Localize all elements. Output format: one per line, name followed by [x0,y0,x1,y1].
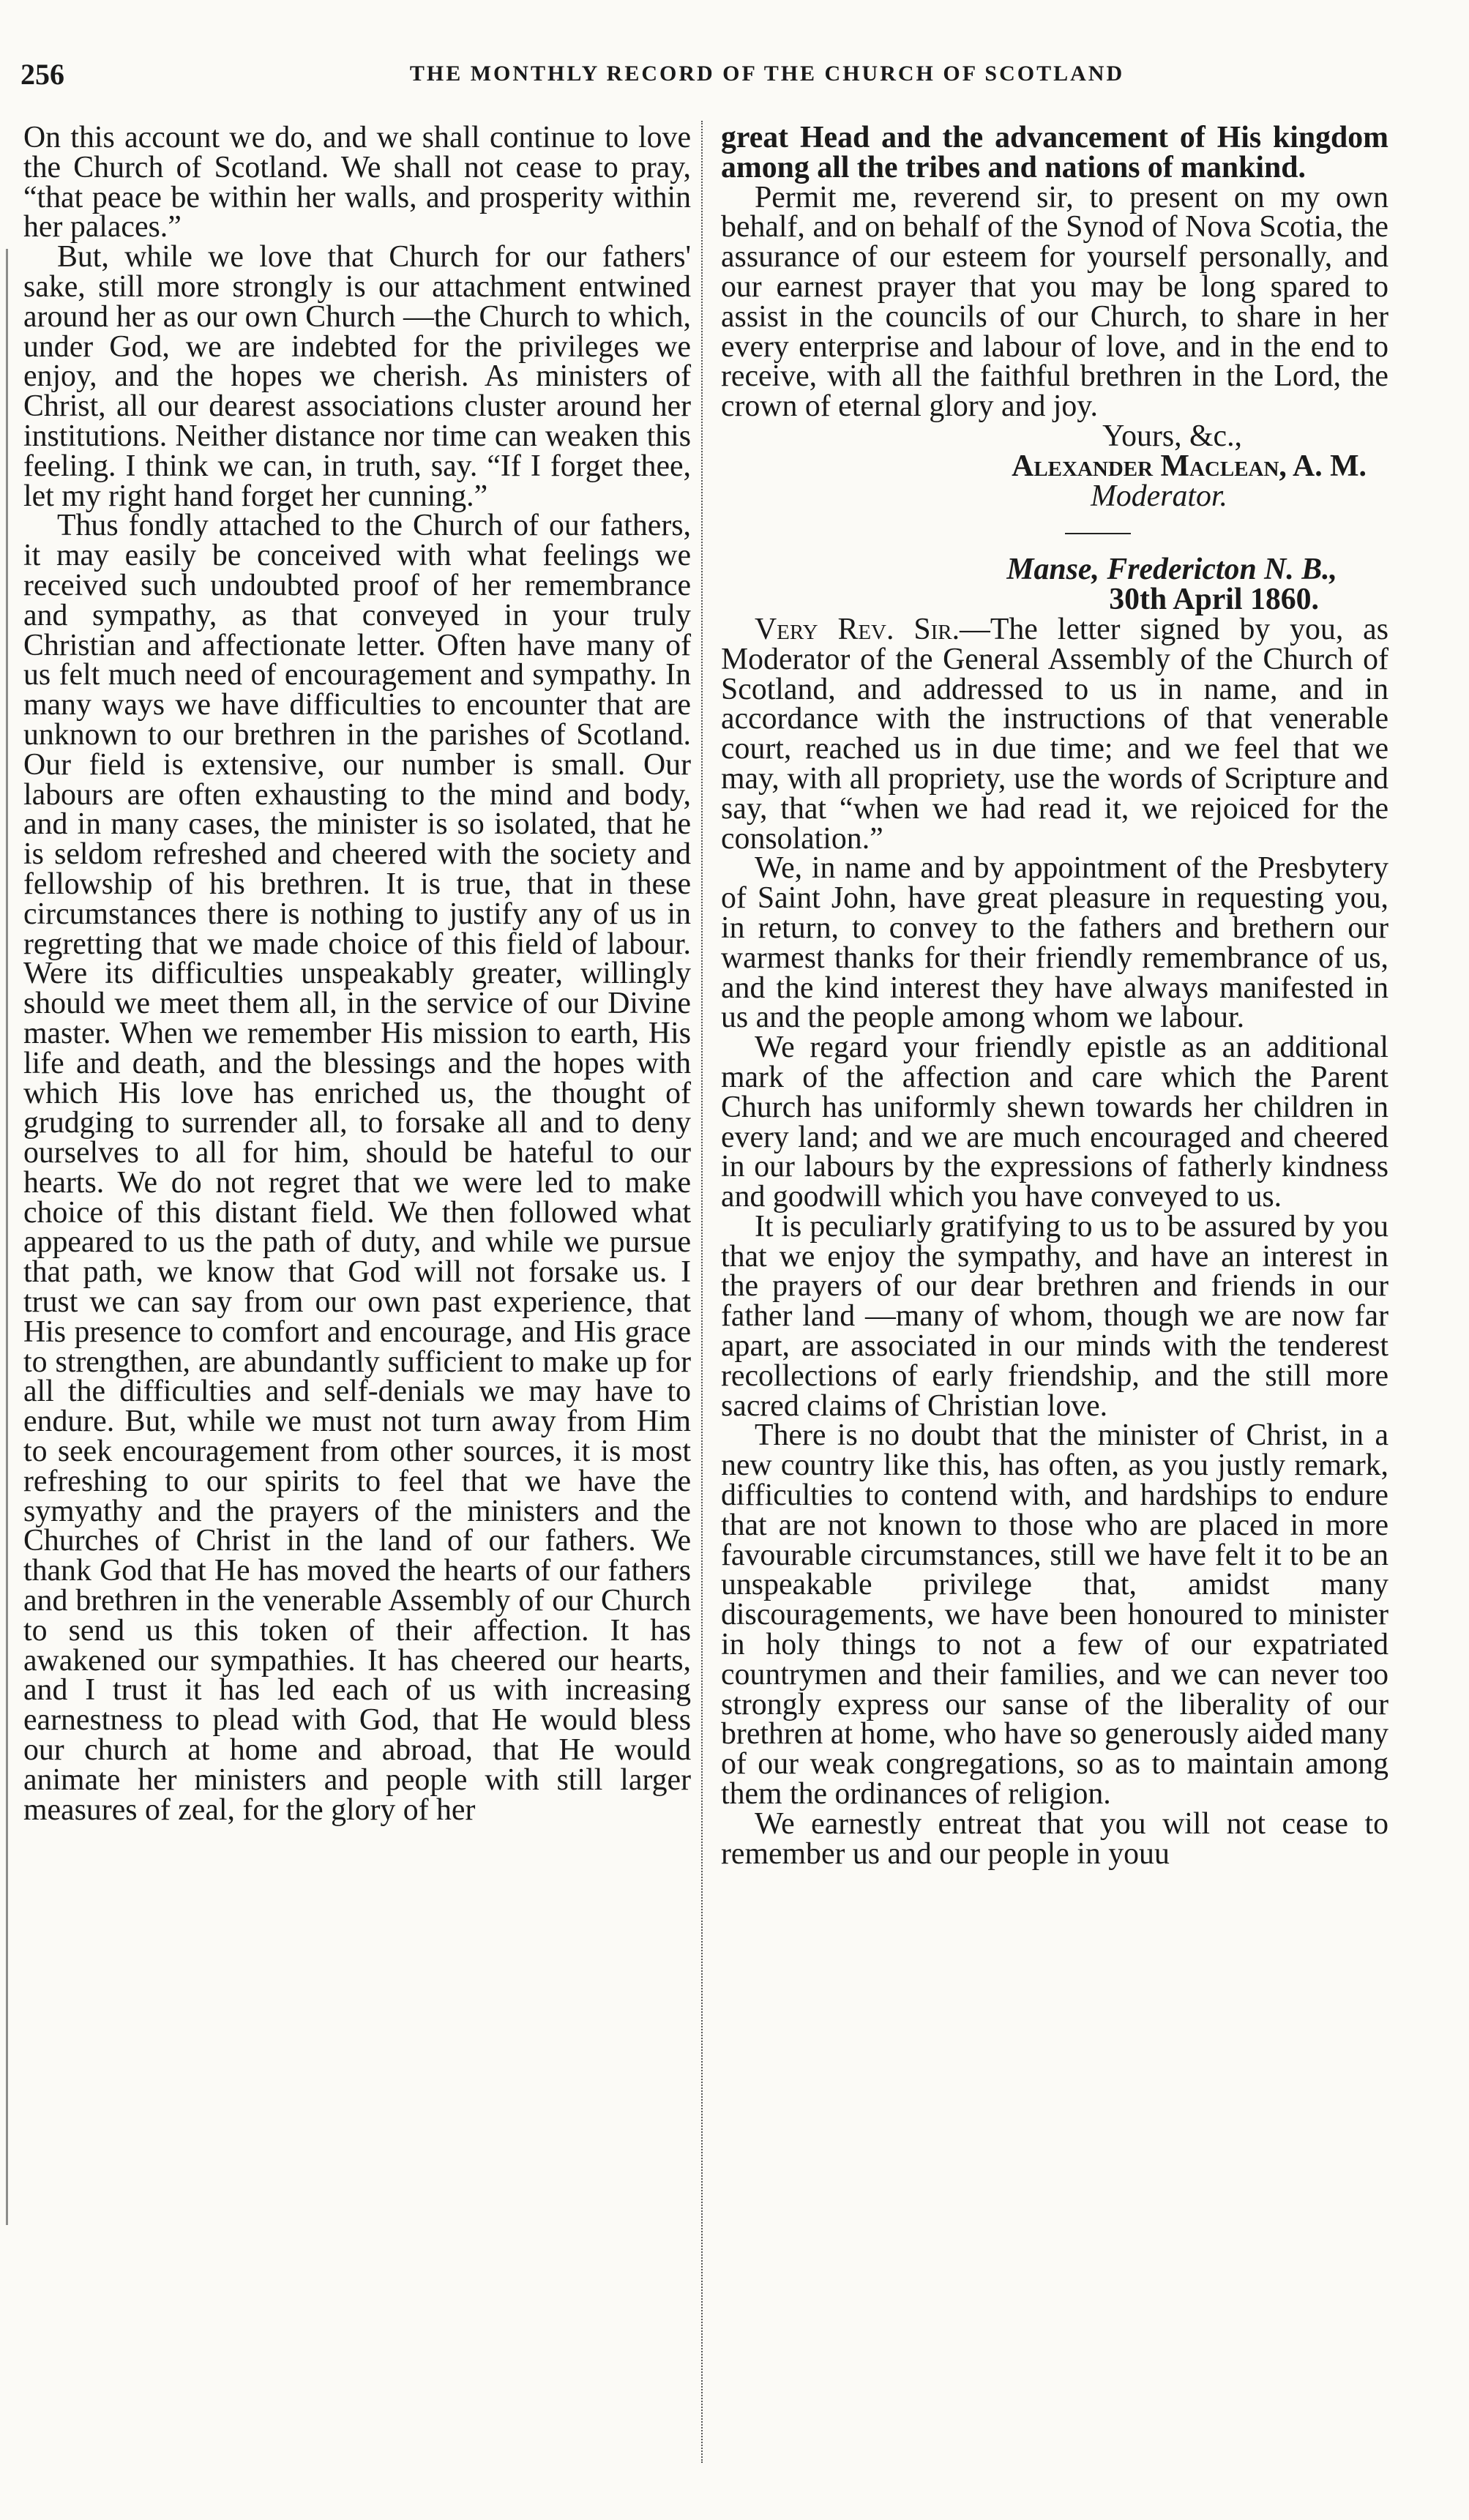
column-divider [701,121,703,2463]
right-column [721,123,1388,1869]
page-number: 256 [20,58,64,91]
section-divider [1065,533,1131,534]
paragraph: We earnestly entreat that you will not cease to remember us and our people in youu [721,1806,1388,1871]
paragraph: Permit me, reverend sir, to present on my own behalf, and on behalf of the Synod of Nova Scotia, the assurance of our esteem for yourself personally, and our earnest prayer that you may be long spared to assist in the councils of our Church, to share in her every enterprise and labour of love, and in the end to receive, with all the faithful brethren in the Lord, the crown of eternal glory and joy. [721,180,1388,424]
paragraph: On this account we do, and we shall continue to love the Church of Scotland. We shall not cease to pray, “that peace be within her walls, and prosperity within her palaces.” [23,121,691,244]
paragraph: We, in name and by appointment of the Presbytery of Saint John, have great pleasure in requesting you, in return, to convey to the fathers and brethern our warmest thanks for their friendly remembrance of us, and the kind interest they have always manifested in us and the people among whom we labour. [721,851,1388,1035]
running-head: THE MONTHLY RECORD OF THE CHURCH OF SCOTLAND [409,61,1125,86]
left-column [23,123,691,1825]
paragraph: But, while we love that Church for our fathers' sake, still more strongly is our attachment entwined around her as our own Church —the Church to which, under God, we are indebted for the privileges we enjoy, and the hopes we cherish. As ministers of Christ, all our dearest associations cluster around her institutions. Neither distance nor time can weaken this feeling. I think we can, in truth, say. “If I forget thee, let my right hand forget her cunning.” [23,240,691,513]
paragraph-text: —The letter signed by you, as Moderator of the General Assembly of the Church of Scotland, and addressed to us in name, and in accordance with the instructions of that venerable court, reached us in due time; and we feel that we may, with all propriety, use the words of Scripture and say, that “when we had read it, we rejoiced for the consolation.” [721,612,1388,856]
dateline-place: Manse, Fredericton N. B., [1006,553,1337,587]
paragraph: We regard your friendly epistle as an additional mark of the affection and care which the Parent Church has uniformly shewn towards her children in every land; and we are much encouraged and cheered in our labours by the expressions of fatherly kindness and goodwill which you have conveyed to us. [721,1031,1388,1214]
paragraph: Thus fondly attached to the Church of our fathers, it may easily be conceived with what feelings we received such undoubted proof of her remembrance and sympathy, as that conveyed in your truly Christian and affectionate letter. Often have many of us felt much need of encouragement and sympathy. In many ways we have difficulties to encounter that are unknown to our brethren in the parishes of Scotland. Our field is extensive, our number is small. Our labours are often exhausting to the mind and body, and in many cases, the minister is so isolated, that he is seldom refreshed and cheered with the society and fellowship of his brethren. It is true, that in these circumstances there is nothing to justify any of us in regretting that we made choice of this field of labour. Were its difficulties unspeakably greater, willingly should we meet them all, in the service of our Divine master. When we remember His mission to earth, His life and death, and the blessings and the hopes with which His love has enriched us, the thought of grudging to surrender all, to forsake all and to deny ourselves to all for him, should be hateful to our hearts. We do not regret that we were led to make choice of this distant field. We then followed what appeared to us the path of duty, and while we pursue that path, we know that God will not forsake us. I trust we can say from our own past experience, that His presence to comfort and encourage, and His grace to strengthen, are abundantly sufficient to make up for all the difficulties and self-denials we may have to endure. But, while we must not turn away from Him to seek encouragement from other sources, it is most refreshing to our spirits to feel that we have the symyathy and the prayers of the ministers and the Churches of Christ in the land of our fathers. We thank God that He has moved the hearts of our fathers and brethren in the venerable Assembly of our Church to send us this token of their affection. It has awakened our sympathies. It has cheered our hearts, and I trust it has led each of us with increasing earnestness to plead with God, that He would bless our church at home and abroad, that He would animate her ministers and people with still larger measures of zeal, for the glory of her [23,509,691,1827]
binding-edge-line [6,249,8,2225]
signature-name: Alexander Maclean, A. M. [1012,449,1367,483]
signature-title: Moderator. [1091,479,1227,513]
paragraph: great Head and the advancement of His kingdom among all the tribes and nations of mankind. [721,121,1388,184]
paragraph: There is no doubt that the minister of Christ, in a new country like this, has often, as you justly remark, difficulties to contend with, and hardships to endure that are not known to those who are placed in more favourable circumstances, still we have felt it to be an unspeakable privilege that, amidst many discouragements, we have been honoured to minister in holy things to not a few of our expatriated countrymen and their families, and we can never too strongly express our sanse of the liberality of our brethren at home, who have so generously aided many of our weak congregations, so as to maintain among them the ordinances of religion. [721,1418,1388,1812]
signature-valediction: Yours, &c., [1102,419,1242,453]
page-header [20,57,1397,116]
paragraph [721,612,1388,856]
salutation: Very Rev. Sir. [755,612,960,646]
paragraph: It is peculiarly gratifying to us to be assured by you that we enjoy the sympathy, and have an interest in the prayers of our dear brethren and friends in our father land —many of whom, though we are now far apart, are associated in our minds with the tenderest recollections of early friendship, and the still more sacred claims of Christian love. [721,1209,1388,1423]
dateline-date: 30th April 1860. [1109,583,1319,617]
